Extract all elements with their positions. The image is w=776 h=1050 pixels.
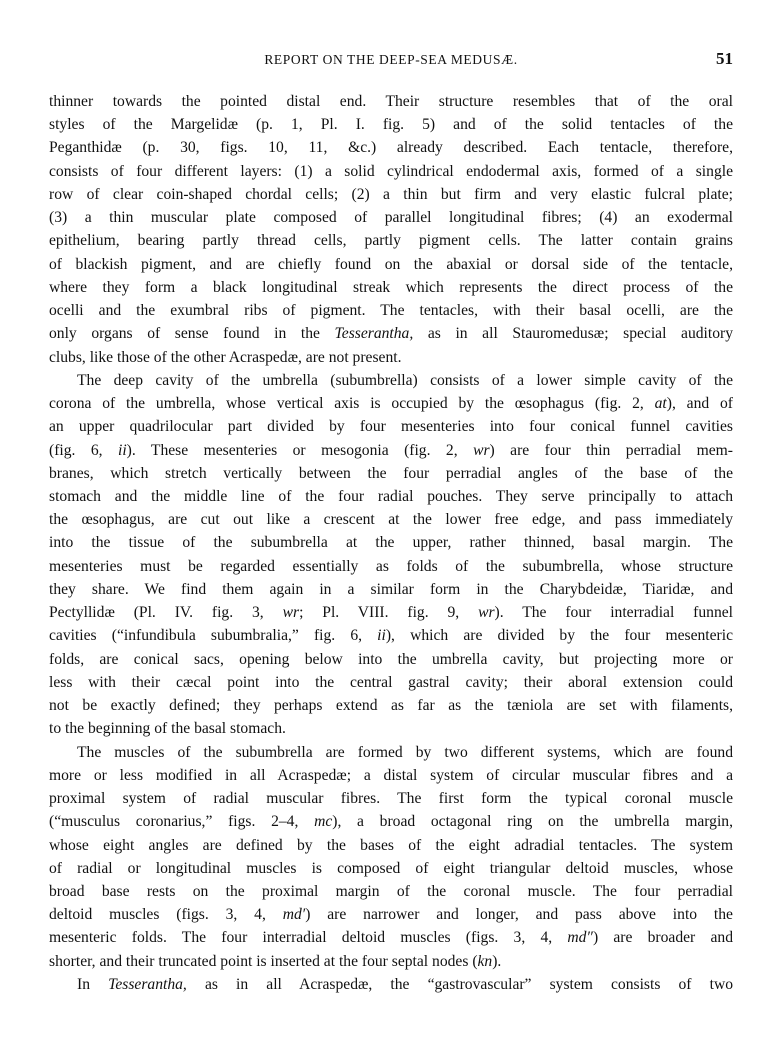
text-run: (“musculus coronarius,” figs. 2–4, (49, 813, 315, 831)
text-run: less with their cæcal point into the central gastral cavity; their aboral extension could (49, 673, 733, 691)
text-run: cavities (“infundibula subumbralia,” fig. 6, (49, 627, 378, 645)
text-line (49, 950, 733, 973)
text-line (49, 764, 733, 787)
text-run: (3) a thin muscular plate composed of parallel longitudinal fibres; (4) an exodermal (49, 209, 733, 227)
text-run: ). (492, 952, 502, 970)
text-line (49, 717, 733, 740)
text-run: they share. We find them again in a similar form in the Charybdeidæ, Tiaridæ, and (49, 580, 733, 598)
text-line (49, 578, 733, 601)
text-run: broad base rests on the proximal margin of the coronal muscle. The four perradial (49, 882, 733, 900)
italic-text: kn (477, 952, 493, 970)
page-number: 51 (716, 49, 733, 68)
text-run: shorter, and their truncated point is inserted at the four septal nodes ( (49, 952, 478, 970)
text-run: The deep cavity of the umbrella (subumbrella) consists of a lower simple cavity of the (77, 371, 733, 389)
text-run: ocelli and the exumbral ribs of pigment. The tentacles, with their basal ocelli, are the (49, 302, 733, 320)
text-run: clubs, like those of the other Acraspedæ, are not present. (49, 348, 402, 366)
italic-text: wr (282, 604, 300, 622)
italic-text: mc (314, 813, 333, 831)
text-run: corona of the umbrella, whose vertical axis is occupied by the œsophagus (fig. 2, (49, 395, 655, 413)
text-line (49, 183, 733, 206)
text-line (49, 392, 733, 415)
text-run: ), a broad octagonal ring on the umbrella margin, (332, 813, 733, 831)
text-run: styles of the Margelidæ (p. 1, Pl. I. fig. 5) and of the solid tentacles of the (49, 116, 733, 134)
text-line (49, 624, 733, 647)
text-run: ; Pl. VIII. fig. 9, (299, 604, 479, 622)
italic-text: wr (478, 604, 495, 622)
italic-text: wr (473, 441, 490, 459)
text-run: whose eight angles are defined by the bases of the eight adradial tentacles. The system (49, 836, 733, 854)
text-run: ), which are divided by the four mesenteric (385, 627, 733, 645)
text-run: ). These mesenteries or mesogonia (fig. 2, (126, 441, 474, 459)
text-line (49, 926, 733, 949)
text-run: of radial or longitudinal muscles is composed of eight triangular deltoid muscles, whose (49, 859, 733, 877)
text-run: ). The four interradial funnel (494, 604, 733, 622)
text-run: more or less modified in all Acraspedæ; a distal system of circular muscular fibres and a (49, 766, 733, 784)
text-run: stomach and the middle line of the four radial pouches. They serve principally to attach (49, 487, 733, 505)
text-run: In (77, 975, 109, 993)
text-line (49, 880, 733, 903)
text-line (49, 322, 733, 345)
text-run: row of clear coin-shaped chordal cells; (2) a thin but firm and very elastic fulcral plate; (49, 185, 733, 203)
running-title: REPORT ON THE DEEP-SEA MEDUSÆ. (264, 52, 518, 67)
text-run: (fig. 6, (49, 441, 118, 459)
italic-text: at (654, 395, 667, 413)
text-run: Peganthidæ (p. 30, figs. 10, 11, &c.) already described. Each tentacle, therefore, (49, 139, 733, 157)
text-line (49, 648, 733, 671)
text-run: into the tissue of the subumbrella at the upper, rather thinned, basal margin. The (49, 534, 733, 552)
italic-text: Tesserantha, (108, 975, 187, 993)
text-run: Pectyllidæ (Pl. IV. fig. 3, (49, 604, 283, 622)
text-line (49, 531, 733, 554)
text-line (49, 462, 733, 485)
italic-text: md″ (567, 929, 593, 947)
running-header (49, 49, 733, 71)
text-run: ), and of (666, 395, 733, 413)
text-line (49, 90, 733, 113)
italic-text: ii (118, 441, 127, 459)
text-line (49, 439, 733, 462)
text-run: an upper quadrilocular part divided by four mesenteries into four conical funnel cavities (49, 418, 733, 436)
text-line (49, 601, 733, 624)
text-run: branes, which stretch vertically between the four perradial angles of the base of the (49, 464, 733, 482)
text-line (49, 973, 733, 996)
text-line (49, 276, 733, 299)
text-run: epithelium, bearing partly thread cells, partly pigment cells. The latter contain grains (49, 232, 733, 250)
text-line (49, 136, 733, 159)
body-text (49, 90, 733, 996)
text-line (49, 741, 733, 764)
text-run: as in all Acraspedæ, the “gastrovascular” system consists of two (186, 975, 734, 993)
text-line (49, 160, 733, 183)
text-line (49, 253, 733, 276)
text-run: the œsophagus, are cut out like a crescent at the lower free edge, and pass immediately (49, 511, 733, 529)
text-run: ) are broader and (592, 929, 733, 947)
text-run: mesenteries must be regarded essentially as folds of the subumbrella, whose structure (49, 557, 733, 575)
text-line (49, 671, 733, 694)
text-run: proximal system of radial muscular fibres. The first form the typical coronal muscle (49, 790, 733, 808)
text-line (49, 694, 733, 717)
text-run: only organs of sense found in the (49, 325, 335, 343)
text-line (49, 485, 733, 508)
text-run: consists of four different layers: (1) a solid cylindrical endodermal axis, formed of a single (49, 162, 733, 180)
italic-text: md′ (282, 906, 306, 924)
text-line (49, 229, 733, 252)
text-line (49, 555, 733, 578)
text-run: mesenteric folds. The four interradial deltoid muscles (figs. 3, 4, (49, 929, 568, 947)
text-run: The muscles of the subumbrella are formed by two different systems, which are found (77, 743, 733, 761)
text-run: ) are four thin perradial mem- (489, 441, 733, 459)
text-run: as in all Stauromedusæ; special auditory (413, 325, 733, 343)
text-line (49, 810, 733, 833)
text-line (49, 206, 733, 229)
text-line (49, 113, 733, 136)
text-run: thinner towards the pointed distal end. Their structure resembles that of the oral (49, 93, 733, 110)
text-line (49, 299, 733, 322)
italic-text: ii (377, 627, 386, 645)
text-line (49, 346, 733, 369)
text-line (49, 857, 733, 880)
text-line (49, 834, 733, 857)
text-run: deltoid muscles (figs. 3, 4, (49, 906, 283, 924)
text-line (49, 508, 733, 531)
text-run: where they form a black longitudinal streak which represents the direct process of the (49, 278, 733, 296)
text-run: of blackish pigment, and are chiefly found on the abaxial or dorsal side of the tentacle, (49, 255, 733, 273)
text-run: to the beginning of the basal stomach. (49, 720, 286, 738)
text-line (49, 787, 733, 810)
text-run: folds, are conical sacs, opening below into the umbrella cavity, but projecting more or (49, 650, 733, 668)
italic-text: Tesserantha, (334, 325, 414, 343)
text-line (49, 903, 733, 926)
text-run: not be exactly defined; they perhaps extend as far as the tæniola are set with filaments, (49, 697, 733, 715)
text-line (49, 369, 733, 392)
text-run: ) are narrower and longer, and pass above into the (305, 906, 733, 924)
text-line (49, 415, 733, 438)
